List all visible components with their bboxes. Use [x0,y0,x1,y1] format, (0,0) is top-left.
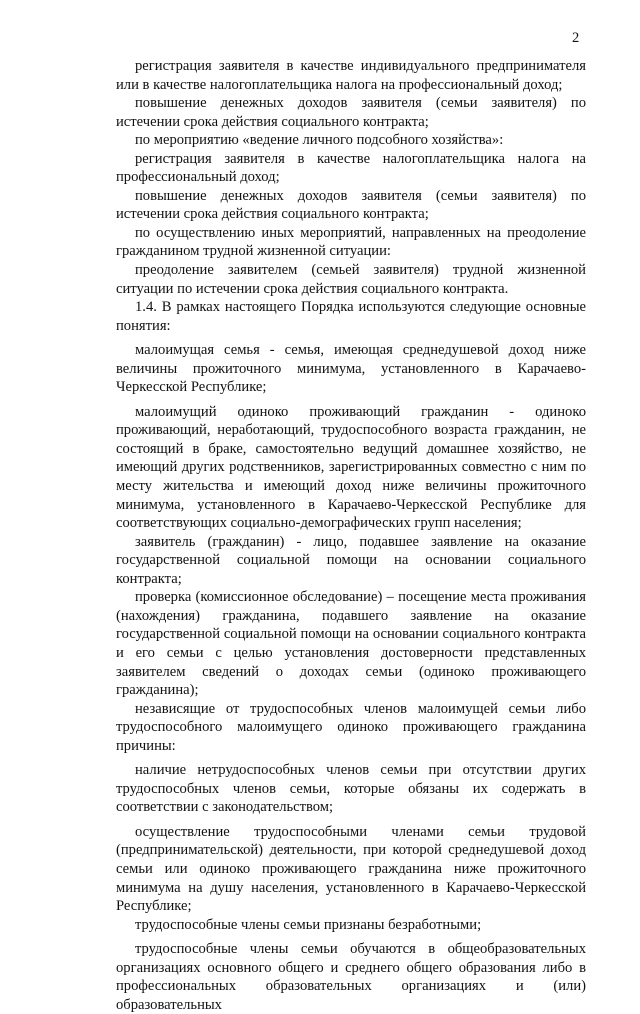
paragraph: 1.4. В рамках настоящего Порядка используются следующие основные понятия: [116,299,586,334]
paragraph: наличие нетрудоспособных членов семьи при отсутствии других трудоспособных членов семьи, которые обязаны их содержать в соответствии с законодательством; [116,762,586,816]
document-body [116,57,586,1014]
paragraph: малоимущая семья - семья, имеющая среднедушевой доход ниже величины прожиточного минимума, установленного в Карачаево-Черкесской Республике; [116,342,586,396]
paragraph: преодоление заявителем (семьей заявителя) трудной жизненной ситуации по истечении срока действия социального контракта. [116,262,586,297]
paragraph: трудоспособные члены семьи обучаются в общеобразовательных организациях основного общего и среднего общего образования либо в профессиональных образовательных организациях и (или) образовательных [116,941,586,1013]
paragraph: по мероприятию «ведение личного подсобного хозяйства»: [135,132,504,149]
paragraph: регистрация заявителя в качестве налогоплательщика налога на профессиональный доход; [116,150,586,186]
paragraph: независящие от трудоспособных членов малоимущей семьи либо трудоспособного малоимущего одиноко проживающего гражданина причины: [116,700,586,754]
paragraph: малоимущий одиноко проживающий гражданин - одиноко проживающий, неработающий, трудоспособного возраста гражданин, не состоящий в браке, самостоятельно ведущий домашнее хозяйство, не имеющий других родственников, зарегистрированных совместно с ним по месту жительства и имеющий доход ниже величины прожиточного минимума, установленного в Карачаево-Черкесской Республике для соответствующих социально-демографических групп населения; [116,403,586,532]
paragraph: заявитель (гражданин) - лицо, подавшее заявление на оказание государственной социальной помощи на основании социального контракта; [116,533,586,587]
paragraph: повышение денежных доходов заявителя (семьи заявителя) по истечении срока действия социального контракта; [116,95,586,130]
paragraph: повышение денежных доходов заявителя (семьи заявителя) по истечении срока действия социального контракта; [116,187,586,223]
paragraph: трудоспособные члены семьи признаны безработными; [135,916,482,933]
paragraph: проверка (комиссионное обследование) – посещение места проживания (нахождения) гражданина, подавшего заявление на оказание государственной социальной помощи на основании социального контракта и его семьи с целью установления достоверности представленных заявителем сведений о доходах семьи (одиноко проживающего гражданина); [116,589,586,699]
page-number: 2 [572,30,580,46]
paragraph: осуществление трудоспособными членами семьи трудовой (предпринимательской) деятельности, при которой среднедушевой доход семьи или одиноко проживающего гражданина ниже прожиточного минимума на душу населения, установленного в Карачаево-Черкесской Республике; [116,823,586,915]
paragraph: по осуществлению иных мероприятий, направленных на преодоление гражданином трудной жизненной ситуации: [116,224,586,260]
paragraph: регистрация заявителя в качестве индивидуального предпринимателя или в качестве налогоплательщика налога на профессиональный доход; [116,58,586,93]
